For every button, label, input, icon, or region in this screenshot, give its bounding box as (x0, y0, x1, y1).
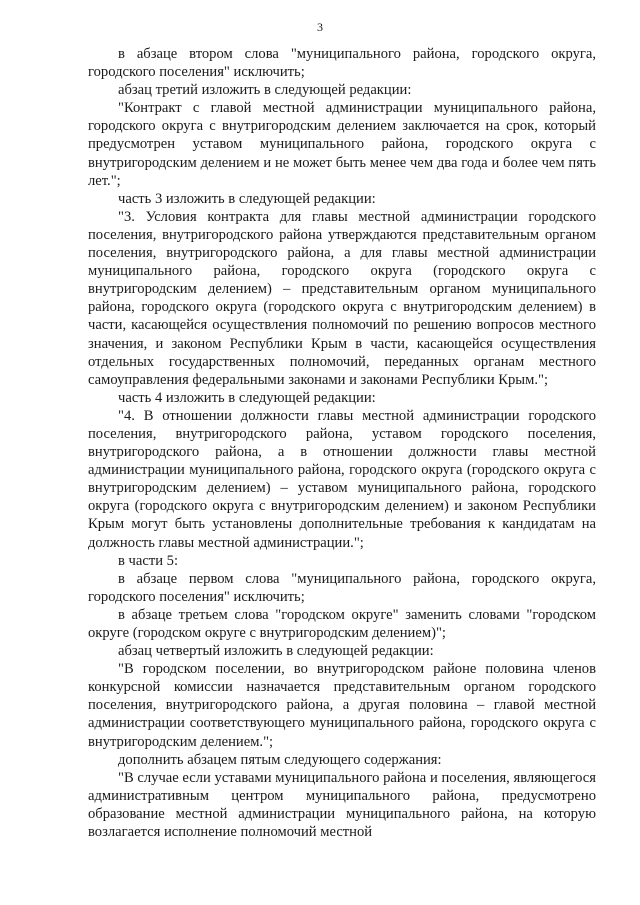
paragraph-4: часть 3 изложить в следующей редакции: (118, 190, 376, 207)
page-number: 3 (317, 20, 323, 34)
paragraph-3: "Контракт с главой местной администрации муниципального района, городского округа с внутригородским делением заключается на срок, который предусмотрен уставом муниципального района, городского округа с внутригородским делением и не может быть менее чем два года и более чем пять лет."; (88, 100, 596, 189)
paragraph-14: "В случае если уставами муниципального района и поселения, являющегося административным центром муниципального района, предусмотрено образование местной администрации муниципального района, на которую возлагается исполнение полномочий местной (88, 769, 596, 841)
paragraph-6: часть 4 изложить в следующей редакции: (118, 389, 376, 406)
paragraph-7: "4. В отношении должности главы местной администрации городского поселения, внутригородского района, уставом городского поселения, внутригородского района, а в отношении должности главы местной администрации муниципального района, городского округа (городского округа с внутригородским делением) – уставом муниципального района, городского округа (городского округа с внутригородским делением) и законом Республики Крым могут быть установлены дополнительные требования к кандидатам на должность главы местной администрации."; (88, 407, 596, 551)
paragraph-5: "3. Условия контракта для главы местной администрации городского поселения, внутригородского района утверждаются представительным органом поселения, внутригородского района, а для главы местной администрации муниципального района, городского округа (городского округа с внутригородским делением) – представительным органом муниципального района, городского округа (городского округа с внутригородским делением) в части, касающейся осуществления полномочий по решению вопросов местного значения, и законом Республики Крым в части, касающейся осуществления отдельных государственных полномочий, переданных органам местного самоуправления федеральными законами и законами Республики Крым."; (88, 208, 596, 388)
paragraph-10: в абзаце третьем слова "городском округе" заменить словами "городском округе (городском округе с внутригородским делением)"; (88, 606, 596, 641)
paragraph-8: в части 5: (118, 552, 179, 569)
paragraph-1: в абзаце втором слова "муниципального района, городского округа, городского поселения" исключить; (88, 46, 596, 81)
document-body (88, 45, 596, 841)
paragraph-12: "В городском поселении, во внутригородском районе половина членов конкурсной комиссии назначается представительным органом городского поселения, внутригородского района, а другая половина – главой местной администрации соответствующего муниципального района, городского округа с внутригородским делением."; (88, 661, 596, 750)
paragraph-2: абзац третий изложить в следующей редакции: (118, 82, 412, 99)
paragraph-9: в абзаце первом слова "муниципального района, городского округа, городского поселения" исключить; (88, 570, 596, 605)
paragraph-13: дополнить абзацем пятым следующего содержания: (118, 751, 442, 768)
paragraph-11: абзац четвертый изложить в следующей редакции: (118, 643, 434, 660)
